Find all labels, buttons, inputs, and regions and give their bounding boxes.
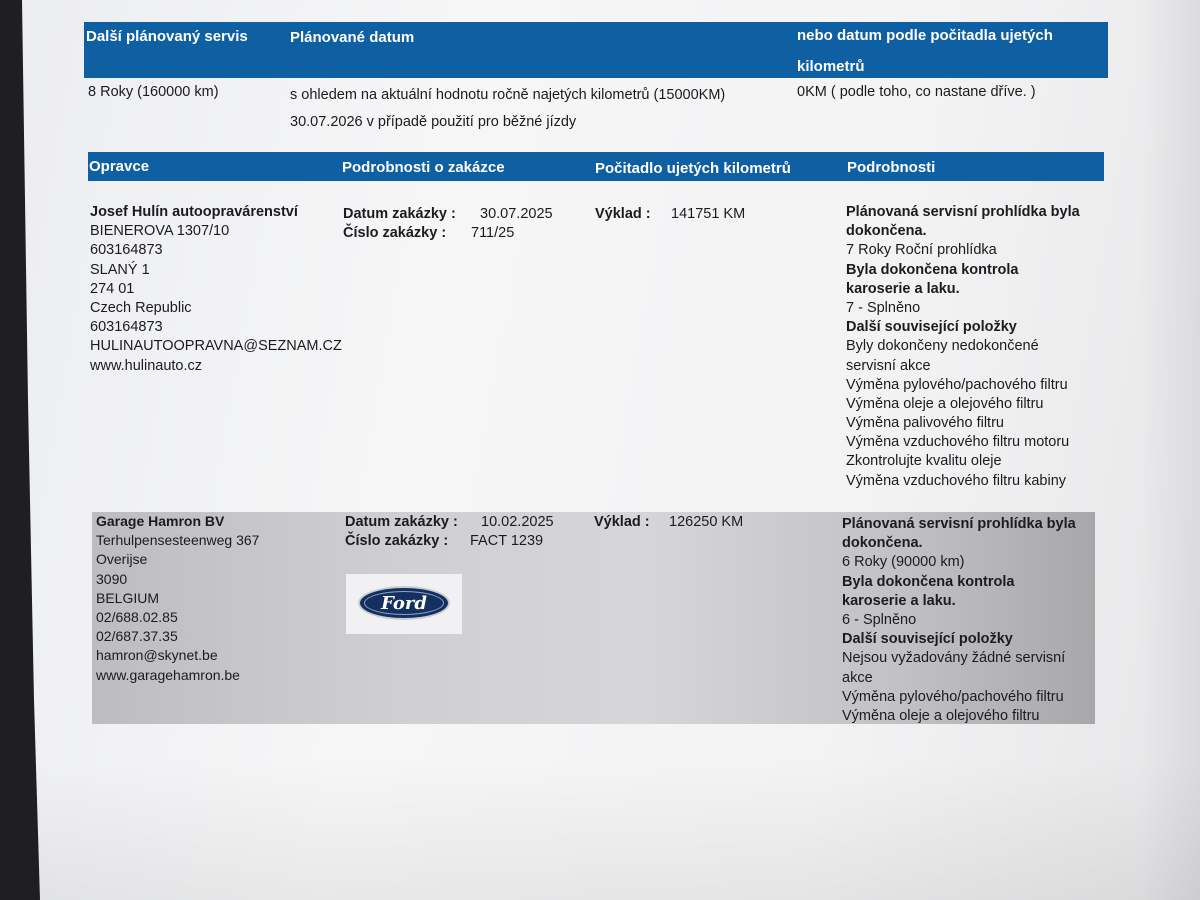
record-1-mileage-label: Výklad : [595,206,651,222]
service-interval: 8 Roky (160000 km) [88,84,219,100]
garage-name: Garage Hamron BV [96,513,225,529]
detail-line: Plánovaná servisní prohlídka byla [842,516,1076,532]
detail-line: Výměna pylového/pachového filtru [846,376,1068,393]
record-2-details [842,515,1076,726]
header-kilometers: kilometrů [797,58,865,75]
record-2-date-label: Datum zakázky : [345,514,458,530]
record-1-date-label: Datum zakázky : [343,206,456,222]
garage-line: Terhulpensesteenweg 367 [96,532,260,549]
next-service-header-bar [84,22,1108,78]
detail-line: Výměna pylového/pachového filtru [842,688,1064,705]
header-order-details: Podrobnosti o zakázce [342,159,505,176]
ford-logo [346,574,462,634]
detail-line: dokončena. [842,535,923,552]
odometer-note: 0KM ( podle toho, co nastane dříve. ) [797,84,1036,100]
record-1-date-value: 30.07.2025 [480,206,553,222]
header-next-service: Další plánovaný servis [86,28,248,45]
garage-line: Overijse [96,551,148,568]
detail-line: dokončena. [846,223,927,240]
header-odometer: Počitadlo ujetých kilometrů [595,160,791,177]
detail-line: Další související položky [846,319,1017,336]
detail-line: Byla dokončena kontrola [842,573,1015,590]
detail-line: Byly dokončeny nedokončené [846,338,1039,355]
detail-line: servisní akce [846,357,931,374]
history-header-bar [88,152,1104,181]
record-2-mileage-value: 126250 KM [669,514,744,530]
paper-shadow [0,760,1200,900]
detail-line: 6 - Splněno [842,611,917,628]
record-1-garage [90,203,342,376]
garage-line: 02/688.02.85 [96,608,178,625]
garage-line: HULINAUTOOPRAVNA@SEZNAM.CZ [90,338,342,355]
garage-line: SLANÝ 1 [90,261,150,278]
record-2-order-label: Číslo zakázky : [345,533,449,549]
record-1-mileage-value: 141751 KM [671,206,746,222]
garage-line: 02/687.37.35 [96,628,178,645]
detail-line: Výměna vzduchového filtru motoru [846,434,1070,451]
record-2-order-value: FACT 1239 [470,533,544,549]
detail-line: Výměna vzduchového filtru kabiny [846,472,1067,489]
detail-line: karoserie a laku. [846,280,960,297]
garage-line: 603164873 [90,319,163,336]
planned-line-1: s ohledem na aktuální hodnotu ročně najetých kilometrů (15000KM) [290,87,726,103]
garage-line: hamron@skynet.be [96,647,218,664]
ford-logo-text: Ford [381,592,427,614]
garage-line: Czech Republic [90,299,192,316]
record-2-garage [96,512,259,685]
record-1-order-label: Číslo zakázky : [343,225,447,241]
detail-line: karoserie a laku. [842,592,956,609]
header-repairer: Opravce [89,158,150,175]
detail-line: Zkontrolujte kvalitu oleje [846,453,1002,470]
record-2-mileage-label: Výklad : [594,514,650,530]
detail-line: Plánovaná servisní prohlídka byla [846,204,1080,220]
garage-line: 274 01 [90,280,135,297]
record-1-order-value: 711/25 [471,225,515,241]
detail-line: Další související položky [842,631,1013,648]
garage-line: www.garagehamron.be [96,666,240,683]
header-odometer-date: nebo datum podle počitadla ujetých [797,27,1053,44]
header-planned-date: Plánované datum [290,29,415,46]
detail-line: Výměna palivového filtru [846,415,1004,432]
garage-line: BELGIUM [96,589,160,606]
garage-line: BIENEROVA 1307/10 [90,223,230,240]
garage-line: www.hulinauto.cz [90,357,203,374]
record-2-date-value: 10.02.2025 [481,514,554,530]
garage-name: Josef Hulín autoopravárenství [90,204,298,220]
detail-line: 6 Roky (90000 km) [842,554,965,571]
detail-line: 7 Roky Roční prohlídka [846,242,997,259]
ford-oval-icon [358,586,450,620]
detail-line: 7 - Splněno [846,299,921,316]
garage-line: 3090 [96,570,128,587]
garage-line: 603164873 [90,242,163,259]
header-details: Podrobnosti [847,159,936,176]
detail-line: Výměna oleje a olejového filtru [842,707,1040,724]
detail-line: Nejsou vyžadovány žádné servisní [842,650,1066,667]
planned-line-2: 30.07.2026 v případě použití pro běžné jízdy [290,114,577,130]
detail-line: Byla dokončena kontrola [846,261,1019,278]
detail-line: akce [842,669,873,686]
record-1-details [846,203,1080,491]
detail-line: Výměna oleje a olejového filtru [846,395,1044,412]
